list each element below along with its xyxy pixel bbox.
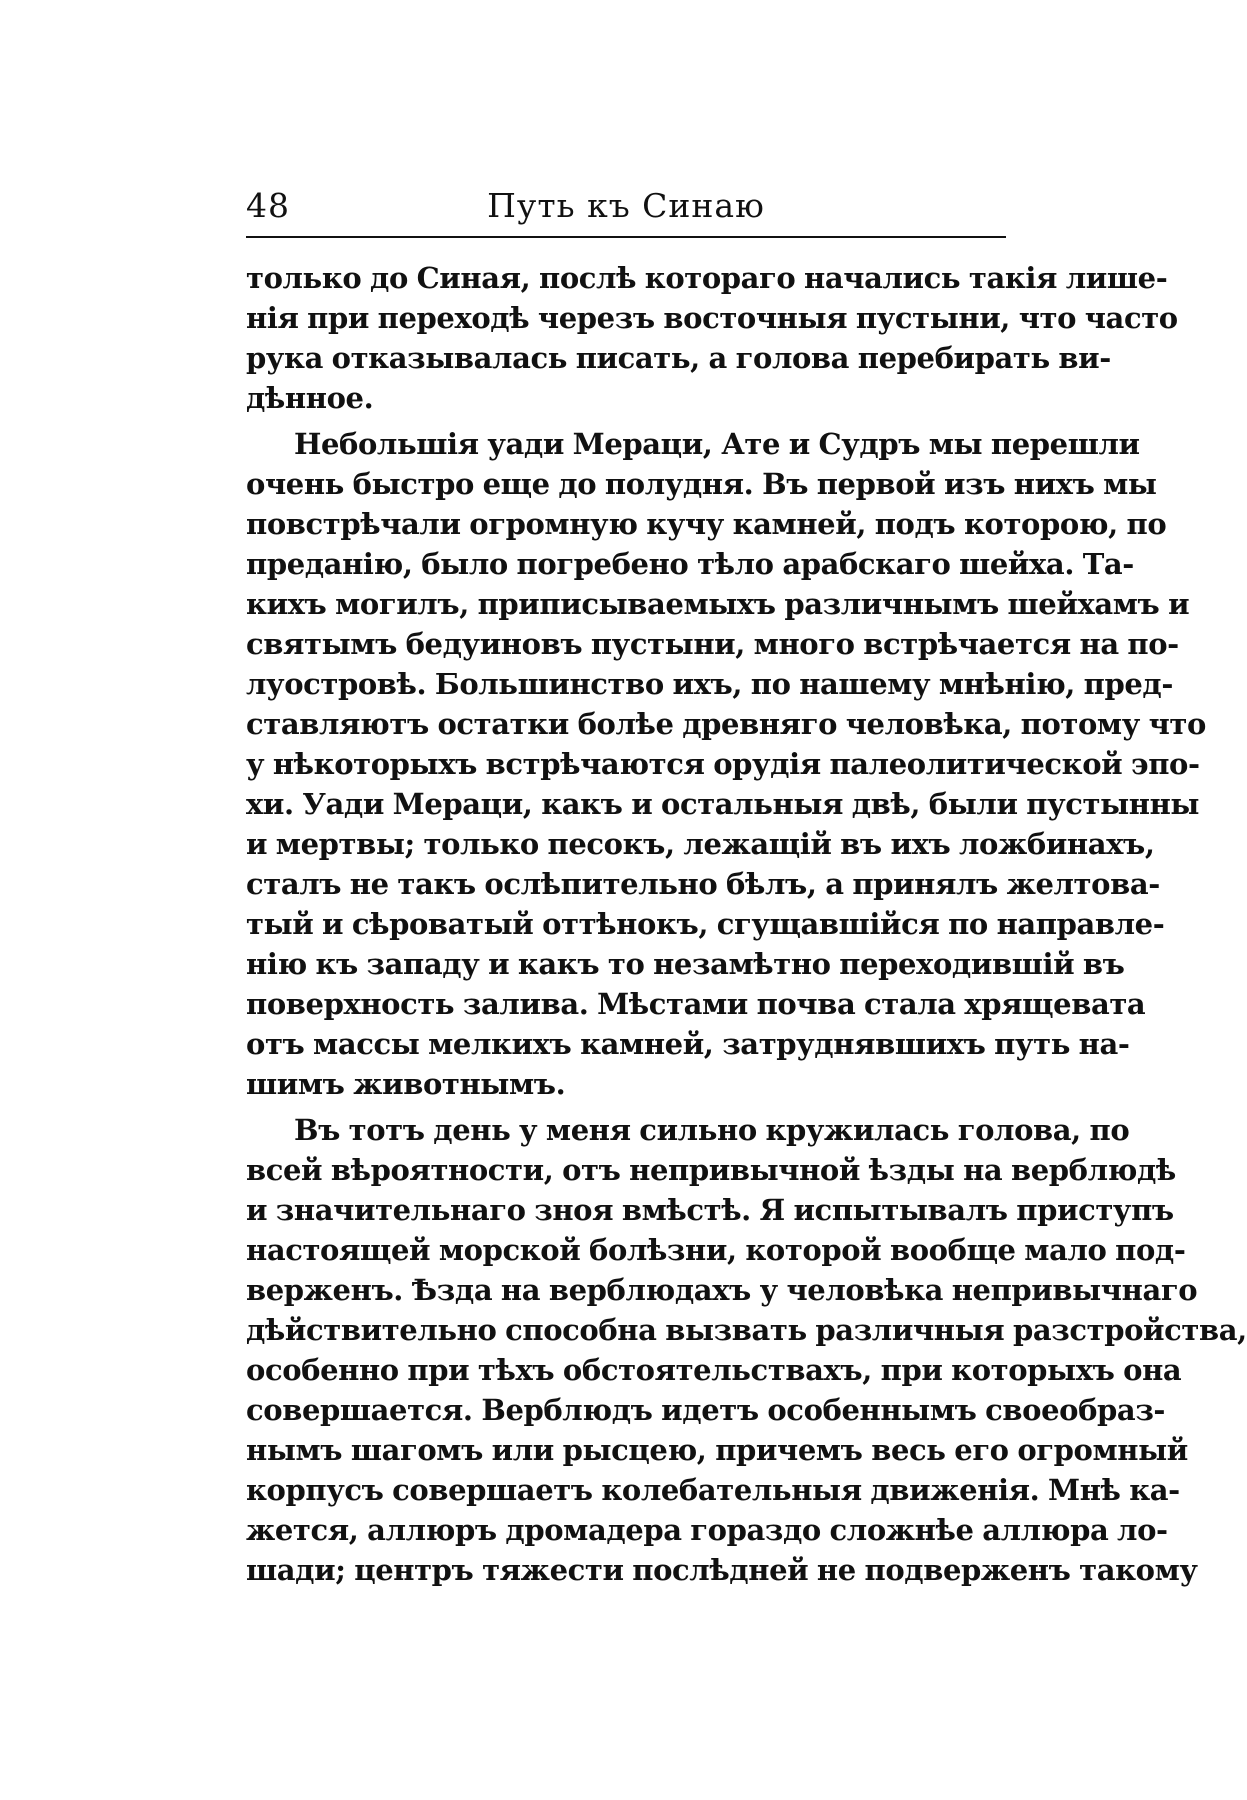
running-title: Путь къ Синаю [487, 186, 765, 225]
text-line: нія при переходѣ черезъ восточныя пустыни, что часто [246, 301, 1178, 335]
text-line: ставляютъ остатки болѣе древняго человѣка, потому что [246, 707, 1206, 741]
page-number: 48 [246, 186, 290, 225]
text-line: преданію, было погребено тѣло арабскаго шейха. Та- [246, 547, 1134, 581]
text-line: хи. Уади Мераци, какъ и остальныя двѣ, были пустынны [246, 787, 1200, 821]
text-line: кихъ могилъ, приписываемыхъ различнымъ шейхамъ и [246, 587, 1190, 621]
text-line: дѣнное. [246, 381, 374, 415]
text-line: повстрѣчали огромную кучу камней, подъ которою, по [246, 507, 1167, 541]
text-line: Въ тотъ день у меня сильно кружилась голова, по [294, 1113, 1130, 1147]
text-line: только до Синая, послѣ котораго начались такія лише- [246, 261, 1168, 295]
text-line: корпусъ совершаетъ колебательныя движенія. Мнѣ ка- [246, 1473, 1180, 1507]
text-line: поверхность залива. Мѣстами почва стала хрящевата [246, 987, 1146, 1021]
text-line: луостровѣ. Большинство ихъ, по нашему мнѣнію, пред- [246, 667, 1173, 701]
text-line: дѣйствительно способна вызвать различныя разстройства, [246, 1313, 1247, 1347]
text-line: всей вѣроятности, отъ непривычной ѣзды на верблюдѣ [246, 1153, 1176, 1187]
text-line: у нѣкоторыхъ встрѣчаются орудія палеолитической эпо- [246, 747, 1200, 781]
text-line: шади; центръ тяжести послѣдней не подверженъ такому [246, 1553, 1198, 1587]
text-line: верженъ. Ѣзда на верблюдахъ у человѣка непривычнаго [246, 1273, 1198, 1307]
text-line: рука отказывалась писать, а голова перебирать ви- [246, 341, 1111, 375]
text-line: и значительнаго зноя вмѣстѣ. Я испытывалъ приступъ [246, 1193, 1174, 1227]
text-line: жется, аллюръ дромадера гораздо сложнѣе аллюра ло- [246, 1513, 1168, 1547]
text-line: особенно при тѣхъ обстоятельствахъ, при которыхъ она [246, 1353, 1182, 1387]
text-line: настоящей морской болѣзни, которой вообще мало под- [246, 1233, 1186, 1267]
header-rule [246, 236, 1006, 238]
body-text [246, 258, 1247, 1590]
page-header [246, 182, 1006, 230]
text-line: сталъ не такъ ослѣпительно бѣлъ, а принялъ желтова- [246, 867, 1160, 901]
text-line: отъ массы мелкихъ камней, затруднявшихъ путь на- [246, 1027, 1130, 1061]
text-line: нію къ западу и какъ то незамѣтно переходившій въ [246, 947, 1125, 981]
text-line: тый и сѣроватый оттѣнокъ, сгущавшійся по направле- [246, 907, 1165, 941]
text-line: шимъ животнымъ. [246, 1067, 566, 1101]
text-line: очень быстро еще до полудня. Въ первой изъ нихъ мы [246, 467, 1157, 501]
text-line: Небольшія уади Мераци, Ате и Судръ мы перешли [294, 427, 1140, 461]
text-line: святымъ бедуиновъ пустыни, много встрѣчается на по- [246, 627, 1179, 661]
text-line: нымъ шагомъ или рысцею, причемъ весь его огромный [246, 1433, 1188, 1467]
text-line: совершается. Верблюдъ идетъ особеннымъ своеобраз- [246, 1393, 1166, 1427]
text-line: и мертвы; только песокъ, лежащій въ ихъ ложбинахъ, [246, 827, 1155, 861]
